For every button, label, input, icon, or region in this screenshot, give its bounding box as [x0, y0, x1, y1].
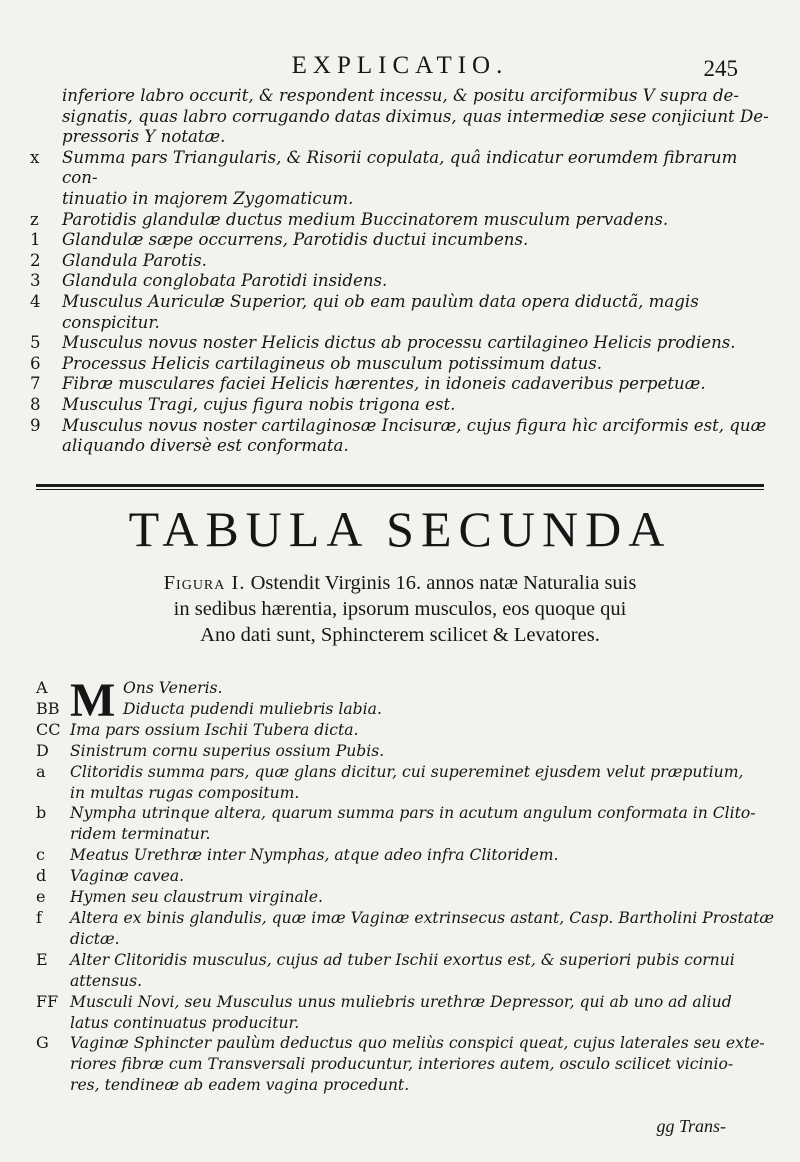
legend-key: b	[36, 803, 47, 823]
legend-entry	[36, 1033, 776, 1096]
legend-entry	[30, 354, 770, 375]
legend-key: 2	[30, 250, 41, 270]
legend-entry	[36, 741, 776, 762]
legend-key: CC	[36, 719, 61, 739]
legend-entry	[36, 845, 776, 866]
legend-entry	[30, 292, 770, 333]
figure-caption-line: Ano dati sunt, Sphincterem scilicet & Levatores.	[200, 624, 600, 646]
legend-text-line: Glandula Parotis.	[62, 250, 207, 270]
legend-key: x	[30, 147, 40, 167]
legend-text-line: attensus.	[70, 971, 143, 990]
legend-entry	[36, 803, 776, 845]
legend-text-line: Glandulæ sæpe occurrens, Parotidis ductui incumbens.	[62, 230, 529, 250]
legend-text-line: Sinistrum cornu superius ossium Pubis.	[70, 741, 385, 760]
legend-entry	[30, 395, 770, 416]
legend-entry	[30, 230, 770, 251]
legend-text-line: Meatus Urethræ inter Nymphas, atque adeo infra Clitoridem.	[70, 846, 559, 865]
legend-text-line: Ons Veneris.	[123, 679, 223, 697]
tabula-title: TABULA SECUNDA	[128, 501, 672, 557]
legend-key: G	[36, 1033, 49, 1053]
legend-key: 3	[30, 271, 41, 291]
legend-text-line: signatis, quas labro corrugando datas diximus, quas intermediæ sese conjiciunt De-	[62, 106, 769, 126]
legend-text-line: Processus Helicis cartilagineus ob musculum potissimum datus.	[62, 353, 603, 373]
legend-key: D	[36, 740, 49, 760]
legend-text-line: ridem terminatur.	[70, 825, 211, 844]
running-title: EXPLICATIO.	[291, 52, 509, 79]
page-header	[0, 52, 800, 88]
legend-text-line: Musculi Novi, seu Musculus unus muliebris urethræ Depressor, qui ab uno ad aliud	[70, 992, 732, 1011]
legend-key: d	[36, 866, 47, 886]
legend-text-line: riores fibræ cum Transversali producuntur, interiores autem, osculo scilicet vicinio-	[70, 1055, 734, 1074]
legend-text-line: Hymen seu claustrum virginale.	[70, 888, 323, 907]
legend-key: e	[36, 887, 46, 907]
legend-entry	[30, 86, 770, 148]
legend-text-line: Parotidis glandulæ ductus medium Buccinatorem musculum pervadens.	[62, 209, 669, 229]
legend-entry	[30, 271, 770, 292]
legend-entry	[36, 720, 776, 741]
catchword: gg Trans-	[656, 1116, 726, 1136]
legend-entry	[30, 251, 770, 272]
legend-entry	[30, 148, 770, 210]
legend-text-line: tinuatio in majorem Zygomaticum.	[62, 188, 354, 208]
legend-key: FF	[36, 991, 59, 1011]
legend-entry	[36, 887, 776, 908]
legend-key: a	[36, 761, 46, 781]
legend-text-line: in multas rugas compositum.	[70, 783, 300, 802]
legend-entry	[30, 416, 770, 457]
legend-entry	[36, 762, 776, 804]
explanation-list-bottom	[36, 674, 776, 1096]
legend-text-line: dictæ.	[70, 929, 120, 948]
legend-text-line: Nympha utrinque altera, quarum summa pars in acutum angulum conformata in Clito-	[70, 804, 756, 823]
legend-key: z	[30, 209, 39, 229]
legend-key: A	[36, 678, 48, 697]
legend-key: E	[36, 949, 48, 969]
legend-text-line: Musculus novus noster Helicis dictus ab processu cartilagineo Helicis prodiens.	[62, 333, 736, 353]
legend-text-line: Altera ex binis glandulis, quæ imæ Vaginæ extrinsecus astant, Casp. Bartholini Prostatæ	[70, 908, 775, 927]
legend-text-line: Vaginæ cavea.	[70, 867, 185, 886]
legend-entry	[36, 908, 776, 950]
section-rule	[36, 484, 764, 487]
legend-text-line: pressoris Y notatæ.	[62, 127, 226, 147]
legend-key: 8	[30, 394, 41, 414]
legend-entry	[30, 374, 770, 395]
legend-text-line: Musculus novus noster cartilaginosæ Incisuræ, cujus figura hìc arciformis est, quæ	[62, 415, 767, 435]
legend-entry	[30, 210, 770, 231]
figure-caption-line: in sedibus hærentia, ipsorum musculos, eos quoque qui	[173, 598, 627, 620]
page-number: 245	[703, 56, 738, 81]
legend-text-line: Fibræ musculares faciei Helicis hærentes, in idoneis cadaveribus perpetuæ.	[62, 374, 706, 394]
legend-text-line: Alter Clitoridis musculus, cujus ad tuber Ischii exortus est, & superiori pubis cornui	[70, 950, 735, 969]
legend-entry	[36, 866, 776, 887]
legend-text-line: Ima pars ossium Ischii Tubera dicta.	[70, 720, 359, 739]
legend-text-line: Clitoridis summa pars, quæ glans dicitur, cui supereminet ejusdem velut præputium,	[70, 762, 744, 781]
legend-text-line: inferiore labro occurit, & respondent incessu, & positu arciformibus V supra de-	[62, 86, 739, 105]
legend-entry	[36, 992, 776, 1034]
legend-text-line: Vaginæ Sphincter paulùm deductus quo meliùs conspici queat, cujus laterales seu exte-	[70, 1034, 765, 1053]
legend-key: 6	[30, 353, 41, 373]
legend-text-line: Summa pars Triangularis, & Risorii copulata, quâ indicatur eorumdem fibrarum con-	[62, 147, 738, 188]
figure-caption	[60, 570, 740, 648]
figure-caption-line: Ostendit Virginis 16. annos natæ Naturalia suis	[250, 572, 637, 594]
legend-text-line: Musculus Tragi, cujus figura nobis trigona est.	[62, 394, 456, 414]
legend-text-line: latus continuatus producitur.	[70, 1013, 300, 1032]
legend-entry	[36, 678, 776, 699]
legend-key: BB	[36, 698, 60, 718]
legend-key: 4	[30, 291, 41, 311]
section-rule-thin	[36, 489, 764, 490]
legend-key: 5	[30, 333, 41, 353]
legend-key: 7	[30, 374, 41, 394]
legend-key: 1	[30, 230, 41, 250]
legend-text-line: Glandula conglobata Parotidi insidens.	[62, 271, 388, 291]
legend-entry	[36, 950, 776, 992]
legend-text-line: aliquando diversè est conformata.	[62, 436, 349, 456]
legend-entry	[36, 699, 776, 720]
explanation-list-top	[30, 86, 770, 457]
legend-text-line: Musculus Auriculæ Superior, qui ob eam paulùm data opera diductã, magis conspicitur.	[62, 291, 699, 332]
legend-key: 9	[30, 415, 41, 435]
drop-capital: M	[70, 674, 116, 727]
legend-key: f	[36, 907, 42, 927]
legend-key: c	[36, 845, 45, 865]
legend-entry	[30, 333, 770, 354]
legend-text-line: Diducta pudendi muliebris labia.	[123, 699, 382, 718]
legend-text-line: res, tendineæ ab eadem vagina procedunt.	[70, 1076, 410, 1095]
figure-label: Figura I.	[163, 572, 246, 594]
